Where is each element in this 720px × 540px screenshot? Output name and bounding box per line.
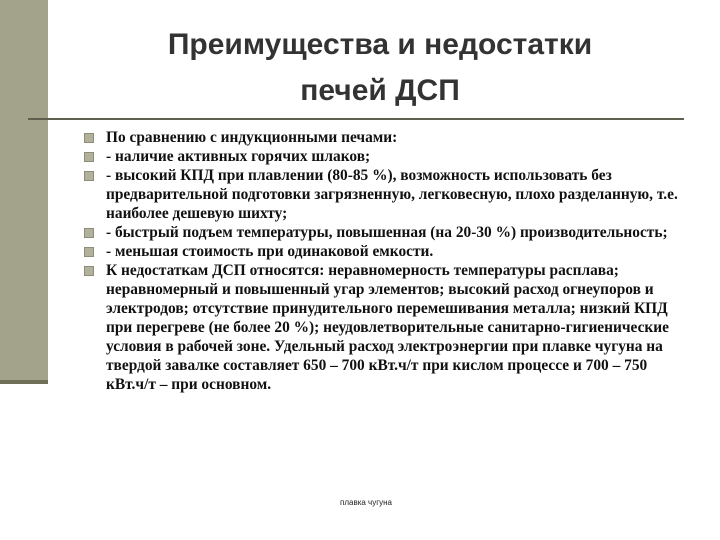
bullet-text: - меньшая стоимость при одинаковой емкости. [106, 243, 434, 260]
square-bullet-icon [84, 266, 94, 276]
bullet-item [84, 166, 684, 223]
bullet-text: - наличие активных горячих шлаков; [106, 148, 371, 165]
bullet-list [84, 128, 684, 394]
bullet-text: - высокий КПД при плавлении (80-85 %), возможность использовать без предварительной подготовки загрязненную, легковесную, плохо разделанную, т.е. наиболее дешевую шихту; [106, 167, 678, 222]
slide-title [60, 22, 700, 114]
bullet-item [84, 147, 684, 166]
square-bullet-icon [84, 171, 94, 181]
title-line-2: печей ДСП [300, 74, 460, 107]
square-bullet-icon [84, 152, 94, 162]
bullet-item [84, 242, 684, 261]
bullet-item [84, 261, 684, 394]
square-bullet-icon [84, 247, 94, 257]
square-bullet-icon [84, 133, 94, 143]
bullet-text: По сравнению с индукционными печами: [106, 129, 398, 146]
bullet-text: - быстрый подъем температуры, повышенная (на 20-30 %) производительность; [106, 224, 668, 241]
bullet-item [84, 223, 684, 242]
slide-footer: плавка чугуна [340, 498, 392, 507]
decorative-side-bar [0, 0, 48, 384]
title-line-1: Преимущества и недостатки [167, 28, 593, 61]
side-bar-edge [0, 380, 48, 384]
title-divider [28, 118, 684, 120]
bullet-text: К недостаткам ДСП относятся: неравномерность температуры расплава; неравномерный и повышенный угар элементов; высокий расход огнеупоров и электродов; отсутствие принудительного перемешивания металла; низкий КПД при перегреве (не более 20 %); неудовлетворительные санитарно-гигиенические условия в рабочей зоне. Удельный расход электроэнергии при плавке чугуна на твердой завалке составляет 650 – 700 кВт.ч/т при кислом процессе и 700 – 750 кВт.ч/т – при основном. [106, 262, 669, 393]
bullet-item [84, 128, 684, 147]
square-bullet-icon [84, 228, 94, 238]
